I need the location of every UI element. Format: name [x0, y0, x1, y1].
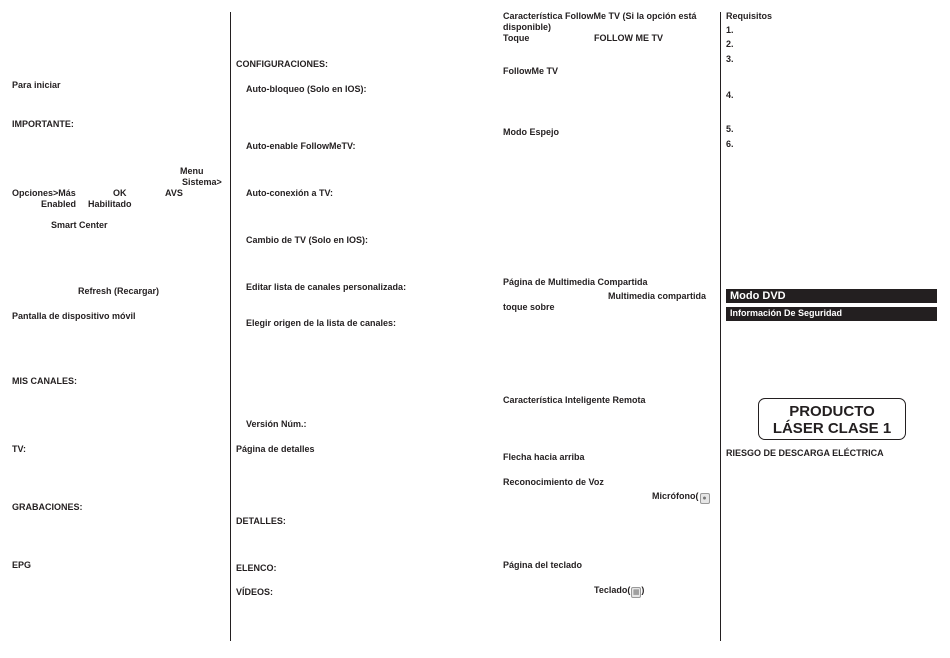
list-number: 6. [726, 139, 734, 149]
para-iniciar-heading: Para iniciar [12, 80, 61, 90]
laser-producto-text: PRODUCTO [789, 403, 875, 420]
avs-term: AVS [165, 188, 183, 198]
laser-class-label [758, 398, 906, 440]
list-number: 5. [726, 124, 734, 134]
ok-term: OK [113, 188, 127, 198]
modo-espejo-heading: Modo Espejo [503, 127, 559, 137]
pagina-teclado-heading: Página del teclado [503, 560, 583, 570]
editar-lista-item: Editar lista de canales personalizada: [246, 282, 407, 292]
teclado-term [594, 585, 644, 598]
epg-heading: EPG [12, 560, 32, 570]
flecha-arriba-heading: Flecha hacia arriba [503, 452, 585, 462]
menu-term: Menu [180, 166, 204, 176]
multimedia-compartida-term: Multimedia compartida [608, 291, 707, 301]
teclado-label: Teclado( [594, 585, 631, 595]
list-number: 2. [726, 39, 734, 49]
toque-term: Toque [503, 33, 530, 43]
elenco-heading: ELENCO: [236, 563, 277, 573]
grabaciones-heading: GRABACIONES: [12, 502, 83, 512]
habilitado-term: Habilitado [88, 199, 132, 209]
followme-tv-heading: FollowMe TV [503, 66, 558, 76]
microfono-label: Micrófono( [652, 491, 699, 501]
requisitos-heading: Requisitos [726, 11, 773, 21]
laser-clase-text: LÁSER CLASE 1 [772, 420, 892, 437]
sistema-term: Sistema> [182, 177, 222, 187]
caracteristica-followme-line2: disponible) [503, 22, 551, 32]
enabled-term: Enabled [41, 199, 77, 209]
auto-enable-item: Auto-enable FollowMeTV: [246, 141, 356, 151]
microfono-term [652, 491, 710, 504]
detalles-heading: DETALLES: [236, 516, 286, 526]
pagina-multimedia-heading: Página de Multimedia Compartida [503, 277, 648, 287]
column-divider-2 [720, 12, 721, 641]
column-divider-1 [230, 12, 231, 641]
version-num-item: Versión Núm.: [246, 419, 307, 429]
modo-dvd-header: Modo DVD [726, 289, 937, 303]
microphone-icon: ● [700, 493, 710, 504]
opciones-mas-term: Opciones>Más [12, 188, 76, 198]
reconocimiento-voz-heading: Reconocimiento de Voz [503, 477, 604, 487]
importante-heading: IMPORTANTE: [12, 119, 74, 129]
caracteristica-followme-line1: Característica FollowMe TV (Si la opción está [503, 11, 697, 21]
videos-heading: VÍDEOS: [236, 587, 274, 597]
auto-conexion-item: Auto-conexión a TV: [246, 188, 334, 198]
riesgo-descarga-heading: RIESGO DE DESCARGA ELÉCTRICA [726, 448, 884, 458]
pantalla-dispositivo-heading: Pantalla de dispositivo móvil [12, 311, 136, 321]
toque-sobre-text: toque sobre [503, 302, 555, 312]
pagina-detalles-heading: Página de detalles [236, 444, 315, 454]
cambio-tv-item: Cambio de TV (Solo en IOS): [246, 235, 369, 245]
elegir-origen-item: Elegir origen de la lista de canales: [246, 318, 397, 328]
follow-me-tv-term: FOLLOW ME TV [594, 33, 663, 43]
inteligente-remota-heading: Característica Inteligente Remota [503, 395, 646, 405]
list-number: 1. [726, 25, 734, 35]
informacion-seguridad-header: Información De Seguridad [726, 307, 937, 321]
keyboard-icon: ▦ [633, 589, 640, 596]
tv-heading: TV: [12, 444, 27, 454]
list-number: 3. [726, 54, 734, 64]
smart-center-term: Smart Center [51, 220, 108, 230]
mis-canales-heading: MIS CANALES: [12, 376, 77, 386]
list-number: 4. [726, 90, 734, 100]
refresh-term: Refresh (Recargar) [78, 286, 160, 296]
close-paren: ) [641, 585, 645, 595]
auto-bloqueo-item: Auto-bloqueo (Solo en IOS): [246, 84, 367, 94]
configuraciones-heading: CONFIGURACIONES: [236, 59, 328, 69]
